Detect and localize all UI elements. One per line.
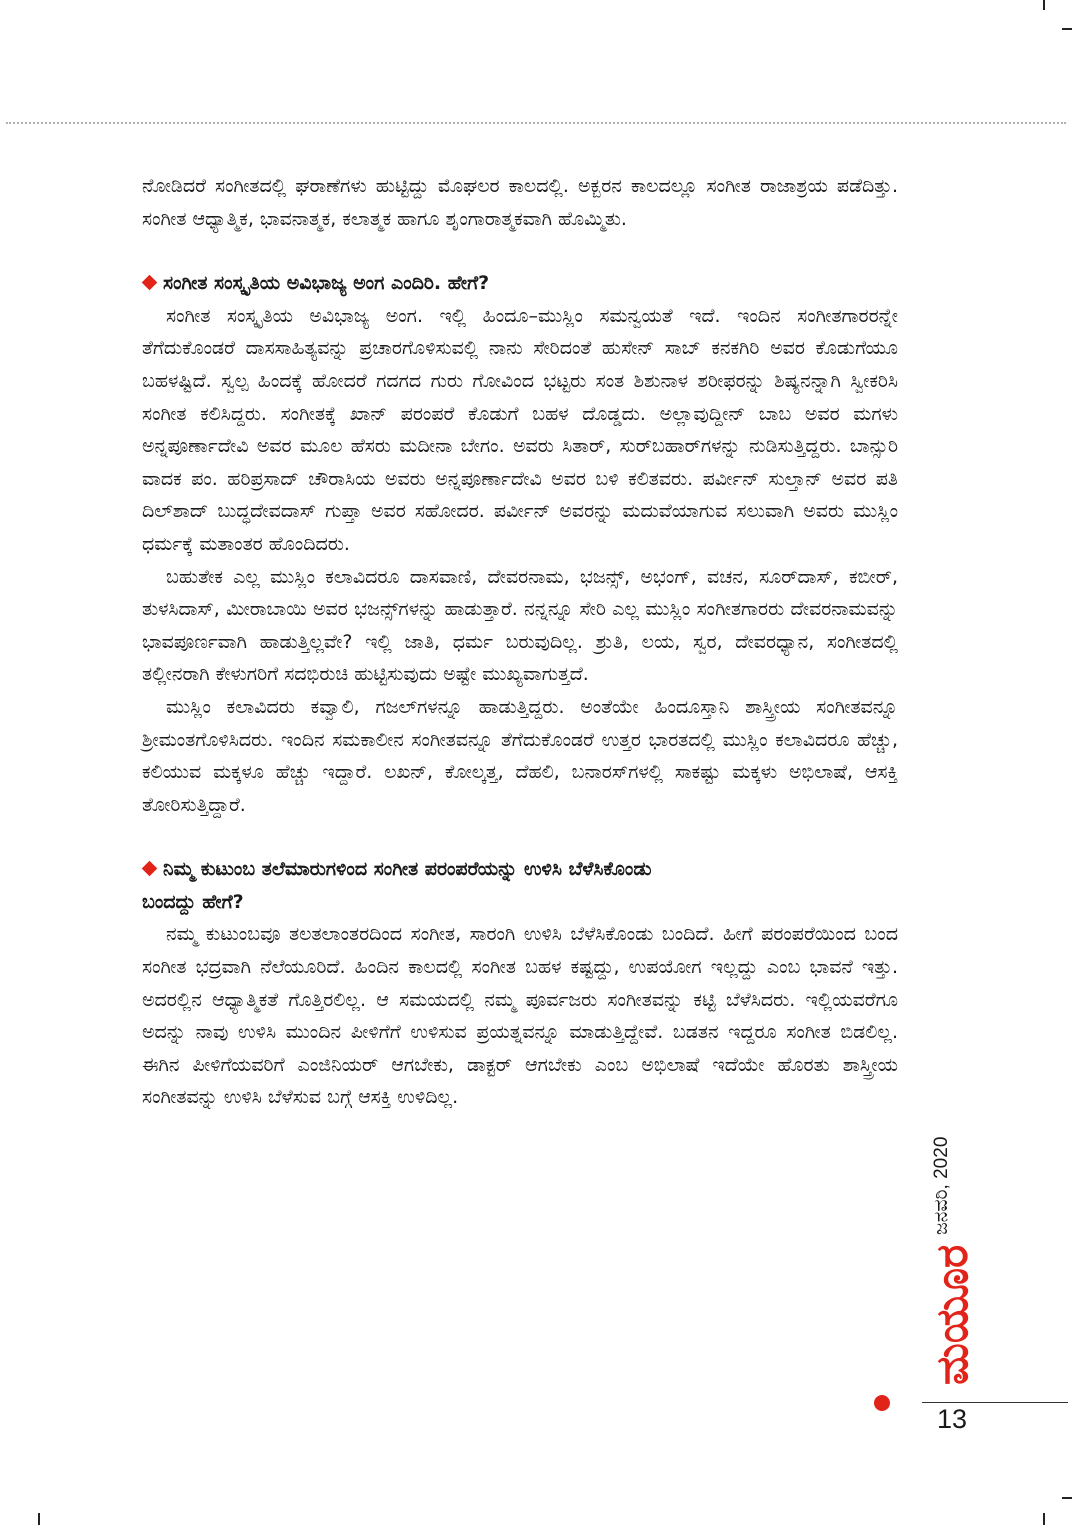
issue-date: ಜನವರಿ, 2020	[931, 1136, 952, 1235]
paragraph-1: ನೋಡಿದರೆ ಸಂಗೀತದಲ್ಲಿ ಘರಾಣೆಗಳು ಹುಟ್ಟಿದ್ದು ಮೊಘಲರ ಕಾಲದಲ್ಲಿ. ಅಕ್ಬರನ ಕಾಲದಲ್ಲೂ ಸಂಗೀತ ರಾಜಾಶ್ರಯ ಪಡೆದಿತ್ತು. ಸಂಗೀತ ಆಧ್ಯಾತ್ಮಿಕ, ಭಾವನಾತ್ಮಕ, ಕಲಾತ್ಮಕ ಹಾಗೂ ಶೃಂಗಾರಾತ್ಮಕವಾಗಿ ಹೊಮ್ಮಿತು.	[142, 175, 898, 230]
article-body	[142, 170, 898, 1114]
question-1-text: ಸಂಗೀತ ಸಂಸ್ಕೃತಿಯ ಅವಿಭಾಜ್ಯ ಅಂಗ ಎಂದಿರಿ. ಹೇಗೆ?	[163, 272, 490, 295]
header-dotted-rule	[6, 122, 1066, 124]
diamond-bullet-icon	[142, 275, 158, 291]
paragraph-3: ಬಹುತೇಕ ಎಲ್ಲ ಮುಸ್ಲಿಂ ಕಲಾವಿದರೂ ದಾಸವಾಣಿ, ದೇವರನಾಮ, ಭಜನ್ಸ್, ಅಭಂಗ್, ವಚನ, ಸೂರ್‌ದಾಸ್, ಕಬೀರ್, ತುಳಸಿದಾಸ್, ಮೀರಾಬಾಯಿ ಅವರ ಭಜನ್ಸ್‌ಗಳನ್ನು ಹಾಡುತ್ತಾರೆ. ನನ್ನನ್ನೂ ಸೇರಿ ಎಲ್ಲ ಮುಸ್ಲಿಂ ಸಂಗೀತಗಾರರು ದೇವರನಾಮವನ್ನು ಭಾವಪೂರ್ಣವಾಗಿ ಹಾಡುತ್ತಿಲ್ಲವೇ? ಇಲ್ಲಿ ಜಾತಿ, ಧರ್ಮ ಬರುವುದಿಲ್ಲ. ಶ್ರುತಿ, ಲಯ, ಸ್ವರ, ದೇವರಧ್ಯಾನ, ಸಂಗೀತದಲ್ಲಿ ತಲ್ಲೀನರಾಗಿ ಕೇಳುಗರಿಗೆ ಸದಭಿರುಚಿ ಹುಟ್ಟಿಸುವುದು ಅಷ್ಟೇ ಮುಖ್ಯವಾಗುತ್ತದೆ.	[142, 565, 898, 686]
paragraph-2: ಸಂಗೀತ ಸಂಸ್ಕೃತಿಯ ಅವಿಭಾಜ್ಯ ಅಂಗ. ಇಲ್ಲಿ ಹಿಂದೂ–ಮುಸ್ಲಿಂ ಸಮನ್ವಯತೆ ಇದೆ. ಇಂದಿನ ಸಂಗೀತಗಾರರನ್ನೇ ತೆಗೆದುಕೊಂಡರೆ ದಾಸಸಾಹಿತ್ಯವನ್ನು ಪ್ರಚಾರಗೊಳಿಸುವಲ್ಲಿ ನಾನು ಸೇರಿದಂತೆ ಹುಸೇನ್ ಸಾಬ್ ಕನಕಗಿರಿ ಅವರ ಕೊಡುಗೆಯೂ ಬಹಳಷ್ಟಿದೆ. ಸ್ವಲ್ಪ ಹಿಂದಕ್ಕೆ ಹೋದರೆ ಗದಗದ ಗುರು ಗೋವಿಂದ ಭಟ್ಟರು ಸಂತ ಶಿಶುನಾಳ ಶರೀಫರನ್ನು ಶಿಷ್ಯನನ್ನಾಗಿ ಸ್ವೀಕರಿಸಿ ಸಂಗೀತ ಕಲಿಸಿದ್ದರು. ಸಂಗೀತಕ್ಕೆ ಖಾನ್ ಪರಂಪರೆ ಕೊಡುಗೆ ಬಹಳ ದೊಡ್ಡದು. ಅಲ್ಲಾವುದ್ದೀನ್ ಬಾಬ ಅವರ ಮಗಳು ಅನ್ನಪೂರ್ಣಾದೇವಿ ಅವರ ಮೂಲ ಹೆಸರು ಮದೀನಾ ಬೇಗಂ. ಅವರು ಸಿತಾರ್, ಸುರ್‌ಬಹಾರ್‌ಗಳನ್ನು ನುಡಿಸುತ್ತಿದ್ದರು. ಬಾನ್ಸುರಿ ವಾದಕ ಪಂ. ಹರಿಪ್ರಸಾದ್ ಚೌರಾಸಿಯ ಅವರು ಅನ್ನಪೂರ್ಣಾದೇವಿ ಅವರ ಬಳಿ ಕಲಿತವರು. ಪರ್ವೀನ್ ಸುಲ್ತಾನ್ ಅವರ ಪತಿ ದಿಲ್‌ಶಾದ್ ಬುದ್ಧದೇವದಾಸ್ ಗುಪ್ತಾ ಅವರ ಸಹೋದರ. ಪರ್ವೀನ್ ಅವರನ್ನು ಮದುವೆಯಾಗುವ ಸಲುವಾಗಿ ಅವರು ಮುಸ್ಲಿಂ ಧರ್ಮಕ್ಕೆ ಮತಾಂತರ ಹೊಂದಿದರು.	[142, 304, 898, 555]
magazine-logo: ಮಯೂರ	[927, 1244, 978, 1386]
footer-rule	[922, 1402, 1068, 1403]
question-2	[142, 853, 898, 918]
crop-mark	[1062, 1497, 1072, 1499]
crop-mark	[38, 1513, 40, 1525]
page-number: 13	[937, 1404, 968, 1434]
crop-mark	[1043, 0, 1045, 10]
paragraph-4: ಮುಸ್ಲಿಂ ಕಲಾವಿದರು ಕವ್ವಾಲಿ, ಗಜಲ್‌ಗಳನ್ನೂ ಹಾಡುತ್ತಿದ್ದರು. ಅಂತೆಯೇ ಹಿಂದೂಸ್ತಾನಿ ಶಾಸ್ತ್ರೀಯ ಸಂಗೀತವನ್ನೂ ಶ್ರೀಮಂತಗೊಳಿಸಿದರು. ಇಂದಿನ ಸಮಕಾಲೀನ ಸಂಗೀತವನ್ನೂ ತೆಗೆದುಕೊಂಡರೆ ಉತ್ತರ ಭಾರತದಲ್ಲಿ ಮುಸ್ಲಿಂ ಕಲಾವಿದರೂ ಹೆಚ್ಚು, ಕಲಿಯುವ ಮಕ್ಕಳೂ ಹೆಚ್ಚು ಇದ್ದಾರೆ. ಲಖನ್, ಕೋಲ್ಕತ್ತ, ದೆಹಲಿ, ಬನಾರಸ್‌ಗಳಲ್ಲಿ ಸಾಕಷ್ಟು ಮಕ್ಕಳು ಅಭಿಲಾಷೆ, ಆಸಕ್ತಿ ತೋರಿಸುತ್ತಿದ್ದಾರೆ.	[142, 695, 898, 816]
diamond-bullet-icon	[142, 861, 158, 877]
question-1	[142, 267, 898, 300]
crop-mark	[1062, 28, 1072, 30]
crop-mark	[1043, 1513, 1045, 1525]
question-2-line-1: ನಿಮ್ಮ ಕುಟುಂಬ ತಲೆಮಾರುಗಳಿಂದ ಸಂಗೀತ ಪರಂಪರೆಯನ್ನು ಉಳಿಸಿ ಬೆಳೆಸಿಕೊಂಡು	[163, 858, 652, 881]
paragraph-5: ನಮ್ಮ ಕುಟುಂಬವೂ ತಲತಲಾಂತರದಿಂದ ಸಂಗೀತ, ಸಾರಂಗಿ ಉಳಿಸಿ ಬೆಳೆಸಿಕೊಂಡು ಬಂದಿದೆ. ಹೀಗೆ ಪರಂಪರೆಯಿಂದ ಬಂದ ಸಂಗೀತ ಭದ್ರವಾಗಿ ನೆಲೆಯೂರಿದೆ. ಹಿಂದಿನ ಕಾಲದಲ್ಲಿ ಸಂಗೀತ ಬಹಳ ಕಷ್ಟದ್ದು, ಉಪಯೋಗ ಇಲ್ಲದ್ದು ಎಂಬ ಭಾವನೆ ಇತ್ತು. ಅದರಲ್ಲಿನ ಆಧ್ಯಾತ್ಮಿಕತೆ ಗೊತ್ತಿರಲಿಲ್ಲ. ಆ ಸಮಯದಲ್ಲಿ ನಮ್ಮ ಪೂರ್ವಜರು ಸಂಗೀತವನ್ನು ಕಟ್ಟಿ ಬೆಳೆಸಿದರು. ಇಲ್ಲಿಯವರೆಗೂ ಅದನ್ನು ನಾವು ಉಳಿಸಿ ಮುಂದಿನ ಪೀಳಿಗೆಗೆ ಉಳಿಸುವ ಪ್ರಯತ್ನವನ್ನೂ ಮಾಡುತ್ತಿದ್ದೇವೆ. ಬಡತನ ಇದ್ದರೂ ಸಂಗೀತ ಬಿಡಲಿಲ್ಲ. ಈಗಿನ ಪೀಳಿಗೆಯವರಿಗೆ ಎಂಜಿನಿಯರ್ ಆಗಬೇಕು, ಡಾಕ್ಟರ್ ಆಗಬೇಕು ಎಂಬ ಅಭಿಲಾಷೆ ಇದೆಯೇ ಹೊರತು ಶಾಸ್ತ್ರೀಯ ಸಂಗೀತವನ್ನು ಉಳಿಸಿ ಬೆಳೆಸುವ ಬಗ್ಗೆ ಆಸಕ್ತಿ ಉಳಿದಿಲ್ಲ.	[142, 923, 898, 1109]
question-2-line-2: ಬಂದದ್ದು ಹೇಗೆ?	[142, 890, 244, 913]
red-dot-icon	[874, 1395, 890, 1411]
